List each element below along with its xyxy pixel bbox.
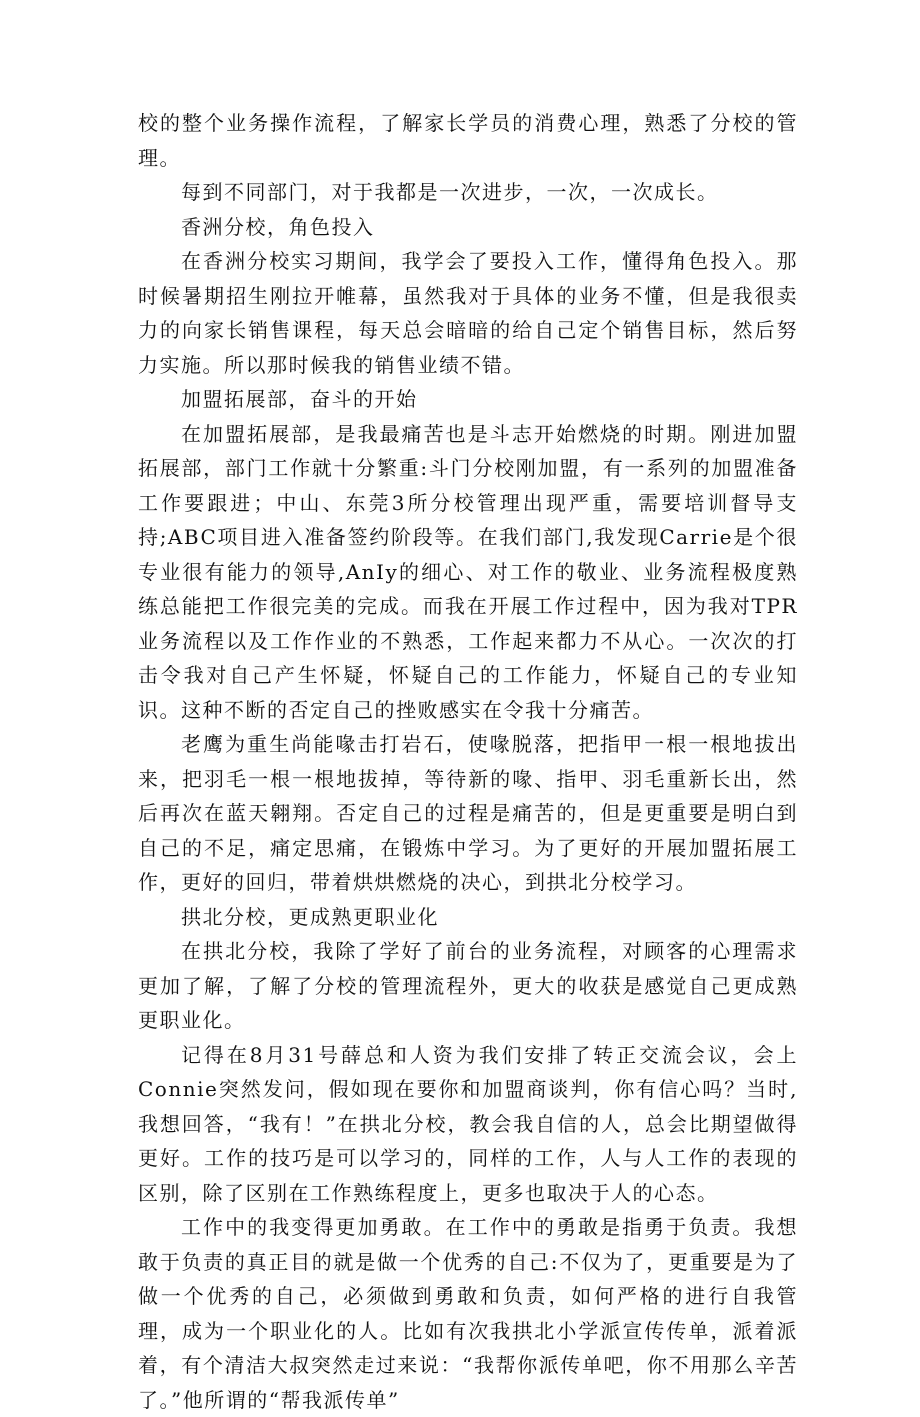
paragraph: 记得在8月31号薛总和人资为我们安排了转正交流会议，会上Connie突然发问，假如现在要你和加盟商谈判，你有信心吗？当时,我想回答，“我有！”在拱北分校，教会我自信的人，总会比期望做得更好。工作的技巧是可以学习的，同样的工作，人与人工作的表现的区别，除了区别在工作熟练程度上，更多也取决于人的心态。 <box>138 1042 798 1205</box>
paragraph: 老鹰为重生尚能喙击打岩石，使喙脱落，把指甲一根一根地拔出来，把羽毛一根一根地拔掉，等待新的喙、指甲、羽毛重新长出，然后再次在蓝天翱翔。否定自己的过程是痛苦的，但是更重要是明白到自己的不足，痛定思痛，在锻炼中学习。为了更好的开展加盟拓展工作，更好的回归，带着烘烘燃烧的决心，到拱北分校学习。 <box>138 732 798 894</box>
section-heading-franchise: 加盟拓展部，奋斗的开始 <box>181 387 418 411</box>
paragraph: 每到不同部门，对于我都是一次进步，一次，一次成长。 <box>181 180 719 204</box>
document-body <box>138 106 798 1417</box>
section-heading-gongbei: 拱北分校，更成熟更职业化 <box>181 904 439 929</box>
paragraph: 工作中的我变得更加勇敢。在工作中的勇敢是指勇于负责。我想敢于负责的真正目的就是做一个优秀的自己:不仅为了，更重要是为了做一个优秀的自己，必须做到勇敢和负责，如何严格的进行自我管理，成为一个职业化的人。比如有次我拱北小学派宣传传单，派着派着，有个清洁大叔突然走过来说：“我帮你派传单吧，你不用那么辛苦了。”他所谓的“帮我派传单” <box>138 1215 798 1412</box>
section-heading-xiangzhou: 香洲分校，角色投入 <box>181 214 375 239</box>
paragraph: 在香洲分校实习期间，我学会了要投入工作，懂得角色投入。那时候暑期招生刚拉开帷幕，虽然我对于具体的业务不懂，但是我很卖力的向家长销售课程，每天总会暗暗的给自己定个销售目标，然后努力实施。所以那时候我的销售业绩不错。 <box>138 249 798 377</box>
paragraph-continuation: 校的整个业务操作流程，了解家长学员的消费心理，熟悉了分校的管理。 <box>138 111 798 170</box>
paragraph: 在加盟拓展部，是我最痛苦也是斗志开始燃烧的时期。刚进加盟拓展部，部门工作就十分繁重:斗门分校刚加盟，有一系列的加盟准备工作要跟进；中山、东莞3所分校管理出现严重，需要培训督导支持;ABC项目进入准备签约阶段等。在我们部门,我发现Carrie是个很专业很有能力的领导,AnIy的细心、对工作的敬业、业务流程极度熟练总能把工作很完美的完成。而我在开展工作过程中，因为我对TPR业务流程以及工作作业的不熟悉，工作起来都力不从心。一次次的打击令我对自己产生怀疑，怀疑自己的工作能力，怀疑自己的专业知识。这种不断的否定自己的挫败感实在令我十分痛苦。 <box>138 421 798 722</box>
paragraph: 在拱北分校，我除了学好了前台的业务流程，对顾客的心理需求更加了解，了解了分校的管理流程外，更大的收获是感觉自己更成熟更职业化。 <box>138 939 798 1032</box>
